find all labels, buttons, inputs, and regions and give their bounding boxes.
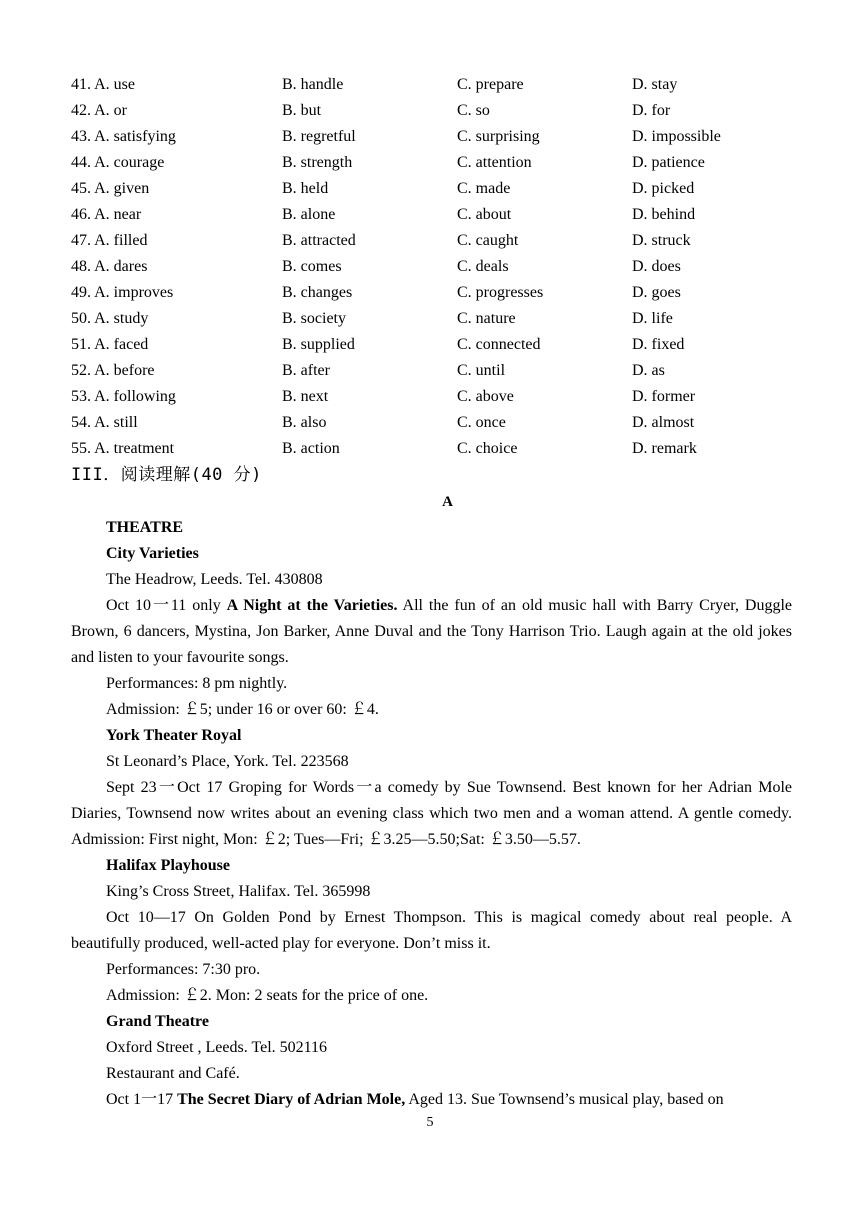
option-row	[71, 438, 791, 464]
option-row	[71, 126, 791, 152]
venue-name: City Varieties	[106, 545, 199, 562]
option-d: D. life	[632, 310, 673, 327]
option-d: D. patience	[632, 154, 705, 171]
page-number: 5	[426, 1115, 434, 1130]
option-b: B. held	[282, 180, 329, 197]
option-b: B. supplied	[282, 336, 355, 353]
option-c: C. attention	[457, 154, 532, 171]
option-row	[71, 152, 791, 178]
venue-description: Oct 10—17 On Golden Pond by Ernest Thompson. This is magical comedy about real people. A beautifully produced, well-acted play for everyone. Don’t miss it.	[71, 909, 792, 952]
option-row	[71, 308, 791, 334]
venue-address: St Leonard’s Place, York. Tel. 223568	[106, 753, 349, 770]
option-c: C. surprising	[457, 128, 540, 145]
option-a: 45. A. given	[71, 180, 150, 197]
option-b: B. attracted	[282, 232, 356, 249]
show-title: A Night at the Varieties.	[226, 597, 398, 614]
option-c: C. until	[457, 362, 506, 379]
option-d: D. former	[632, 388, 696, 405]
option-c: C. above	[457, 388, 514, 405]
option-a: 55. A. treatment	[71, 440, 175, 457]
admission-info: Admission: ￡2. Mon: 2 seats for the price of one.	[106, 987, 429, 1004]
option-d: D. picked	[632, 180, 695, 197]
option-c: C. deals	[457, 258, 509, 275]
option-a: 42. A. or	[71, 102, 127, 119]
option-b: B. but	[282, 102, 322, 119]
option-a: 47. A. filled	[71, 232, 148, 249]
performance-times: Performances: 7:30 pro.	[106, 961, 261, 978]
show-date: Oct 1一17	[106, 1091, 178, 1108]
performance-times: Performances: 8 pm nightly.	[106, 675, 288, 692]
option-a: 48. A. dares	[71, 258, 148, 275]
venue-address: Oxford Street , Leeds. Tel. 502116	[106, 1039, 328, 1056]
option-b: B. also	[282, 414, 327, 431]
venue-address: King’s Cross Street, Halifax. Tel. 365998	[106, 883, 371, 900]
option-a: 49. A. improves	[71, 284, 174, 301]
venue-address: The Headrow, Leeds. Tel. 430808	[106, 571, 323, 588]
option-a: 43. A. satisfying	[71, 128, 176, 145]
option-b: B. changes	[282, 284, 353, 301]
option-row	[71, 100, 791, 126]
option-a: 46. A. near	[71, 206, 142, 223]
option-b: B. society	[282, 310, 346, 327]
option-d: D. remark	[632, 440, 697, 457]
option-d: D. does	[632, 258, 681, 275]
option-d: D. for	[632, 102, 671, 119]
option-b: B. alone	[282, 206, 336, 223]
option-a: 51. A. faced	[71, 336, 149, 353]
option-d: D. goes	[632, 284, 681, 301]
option-c: C. prepare	[457, 76, 524, 93]
venue-description	[71, 593, 792, 671]
option-row	[71, 386, 791, 412]
option-d: D. behind	[632, 206, 696, 223]
show-title: The Secret Diary of Adrian Mole,	[177, 1091, 406, 1108]
option-a: 52. A. before	[71, 362, 155, 379]
option-row	[71, 204, 791, 230]
option-b: B. action	[282, 440, 340, 457]
option-row	[71, 256, 791, 282]
option-b: B. handle	[282, 76, 344, 93]
option-d: D. struck	[632, 232, 691, 249]
option-a: 41. A. use	[71, 76, 135, 93]
venue-extra: Restaurant and Café.	[106, 1065, 240, 1082]
venue-name: York Theater Royal	[106, 727, 242, 744]
option-d: D. stay	[632, 76, 678, 93]
option-d: D. as	[632, 362, 665, 379]
option-row	[71, 178, 791, 204]
section-heading: III．阅读理解(40 分)	[71, 465, 262, 485]
option-b: B. strength	[282, 154, 353, 171]
option-row	[71, 74, 791, 100]
option-d: D. fixed	[632, 336, 685, 353]
option-c: C. so	[457, 102, 490, 119]
option-row	[71, 230, 791, 256]
show-description: All the fun of an old music hall with Barry Cryer, Duggle Brown, 6 dancers, Mystina, Jon Barker, Anne Duval and the Tony Harrison Trio. Laugh again at the old jokes and listen to your favourite songs.	[71, 597, 792, 666]
option-c: C. caught	[457, 232, 519, 249]
answer-options-table	[71, 74, 791, 464]
option-row	[71, 282, 791, 308]
option-row	[71, 412, 791, 438]
option-d: D. impossible	[632, 128, 721, 145]
option-c: C. choice	[457, 440, 518, 457]
option-row	[71, 334, 791, 360]
option-c: C. progresses	[457, 284, 544, 301]
show-description: Aged 13. Sue Townsend’s musical play, based on	[405, 1091, 724, 1108]
option-b: B. next	[282, 388, 329, 405]
option-c: C. once	[457, 414, 506, 431]
venue-name: Grand Theatre	[106, 1013, 209, 1030]
venue-description: Sept 23一Oct 17 Groping for Words一a comedy by Sue Townsend. Best known for her Adrian Mole Diaries, Townsend now writes about an evening class which two men and a woman attend. A gentle comedy. Admission: First night, Mon: ￡2; Tues—Fri; ￡3.25—5.50;Sat: ￡3.50—5.57.	[71, 779, 792, 848]
option-b: B. after	[282, 362, 330, 379]
option-a: 50. A. study	[71, 310, 149, 327]
venue-description	[71, 1087, 792, 1113]
option-c: C. nature	[457, 310, 516, 327]
option-d: D. almost	[632, 414, 695, 431]
option-a: 54. A. still	[71, 414, 138, 431]
venue-name: Halifax Playhouse	[106, 857, 231, 874]
passage-letter: A	[442, 494, 453, 510]
admission-info: Admission: ￡5; under 16 or over 60: ￡4.	[106, 701, 379, 718]
listing-title: THEATRE	[106, 519, 184, 536]
option-a: 53. A. following	[71, 388, 176, 405]
option-a: 44. A. courage	[71, 154, 165, 171]
option-c: C. connected	[457, 336, 541, 353]
option-b: B. comes	[282, 258, 342, 275]
option-c: C. about	[457, 206, 512, 223]
option-c: C. made	[457, 180, 511, 197]
show-date: Oct 10一11 only	[106, 597, 227, 614]
theatre-listings	[71, 515, 792, 1113]
option-b: B. regretful	[282, 128, 356, 145]
option-row	[71, 360, 791, 386]
